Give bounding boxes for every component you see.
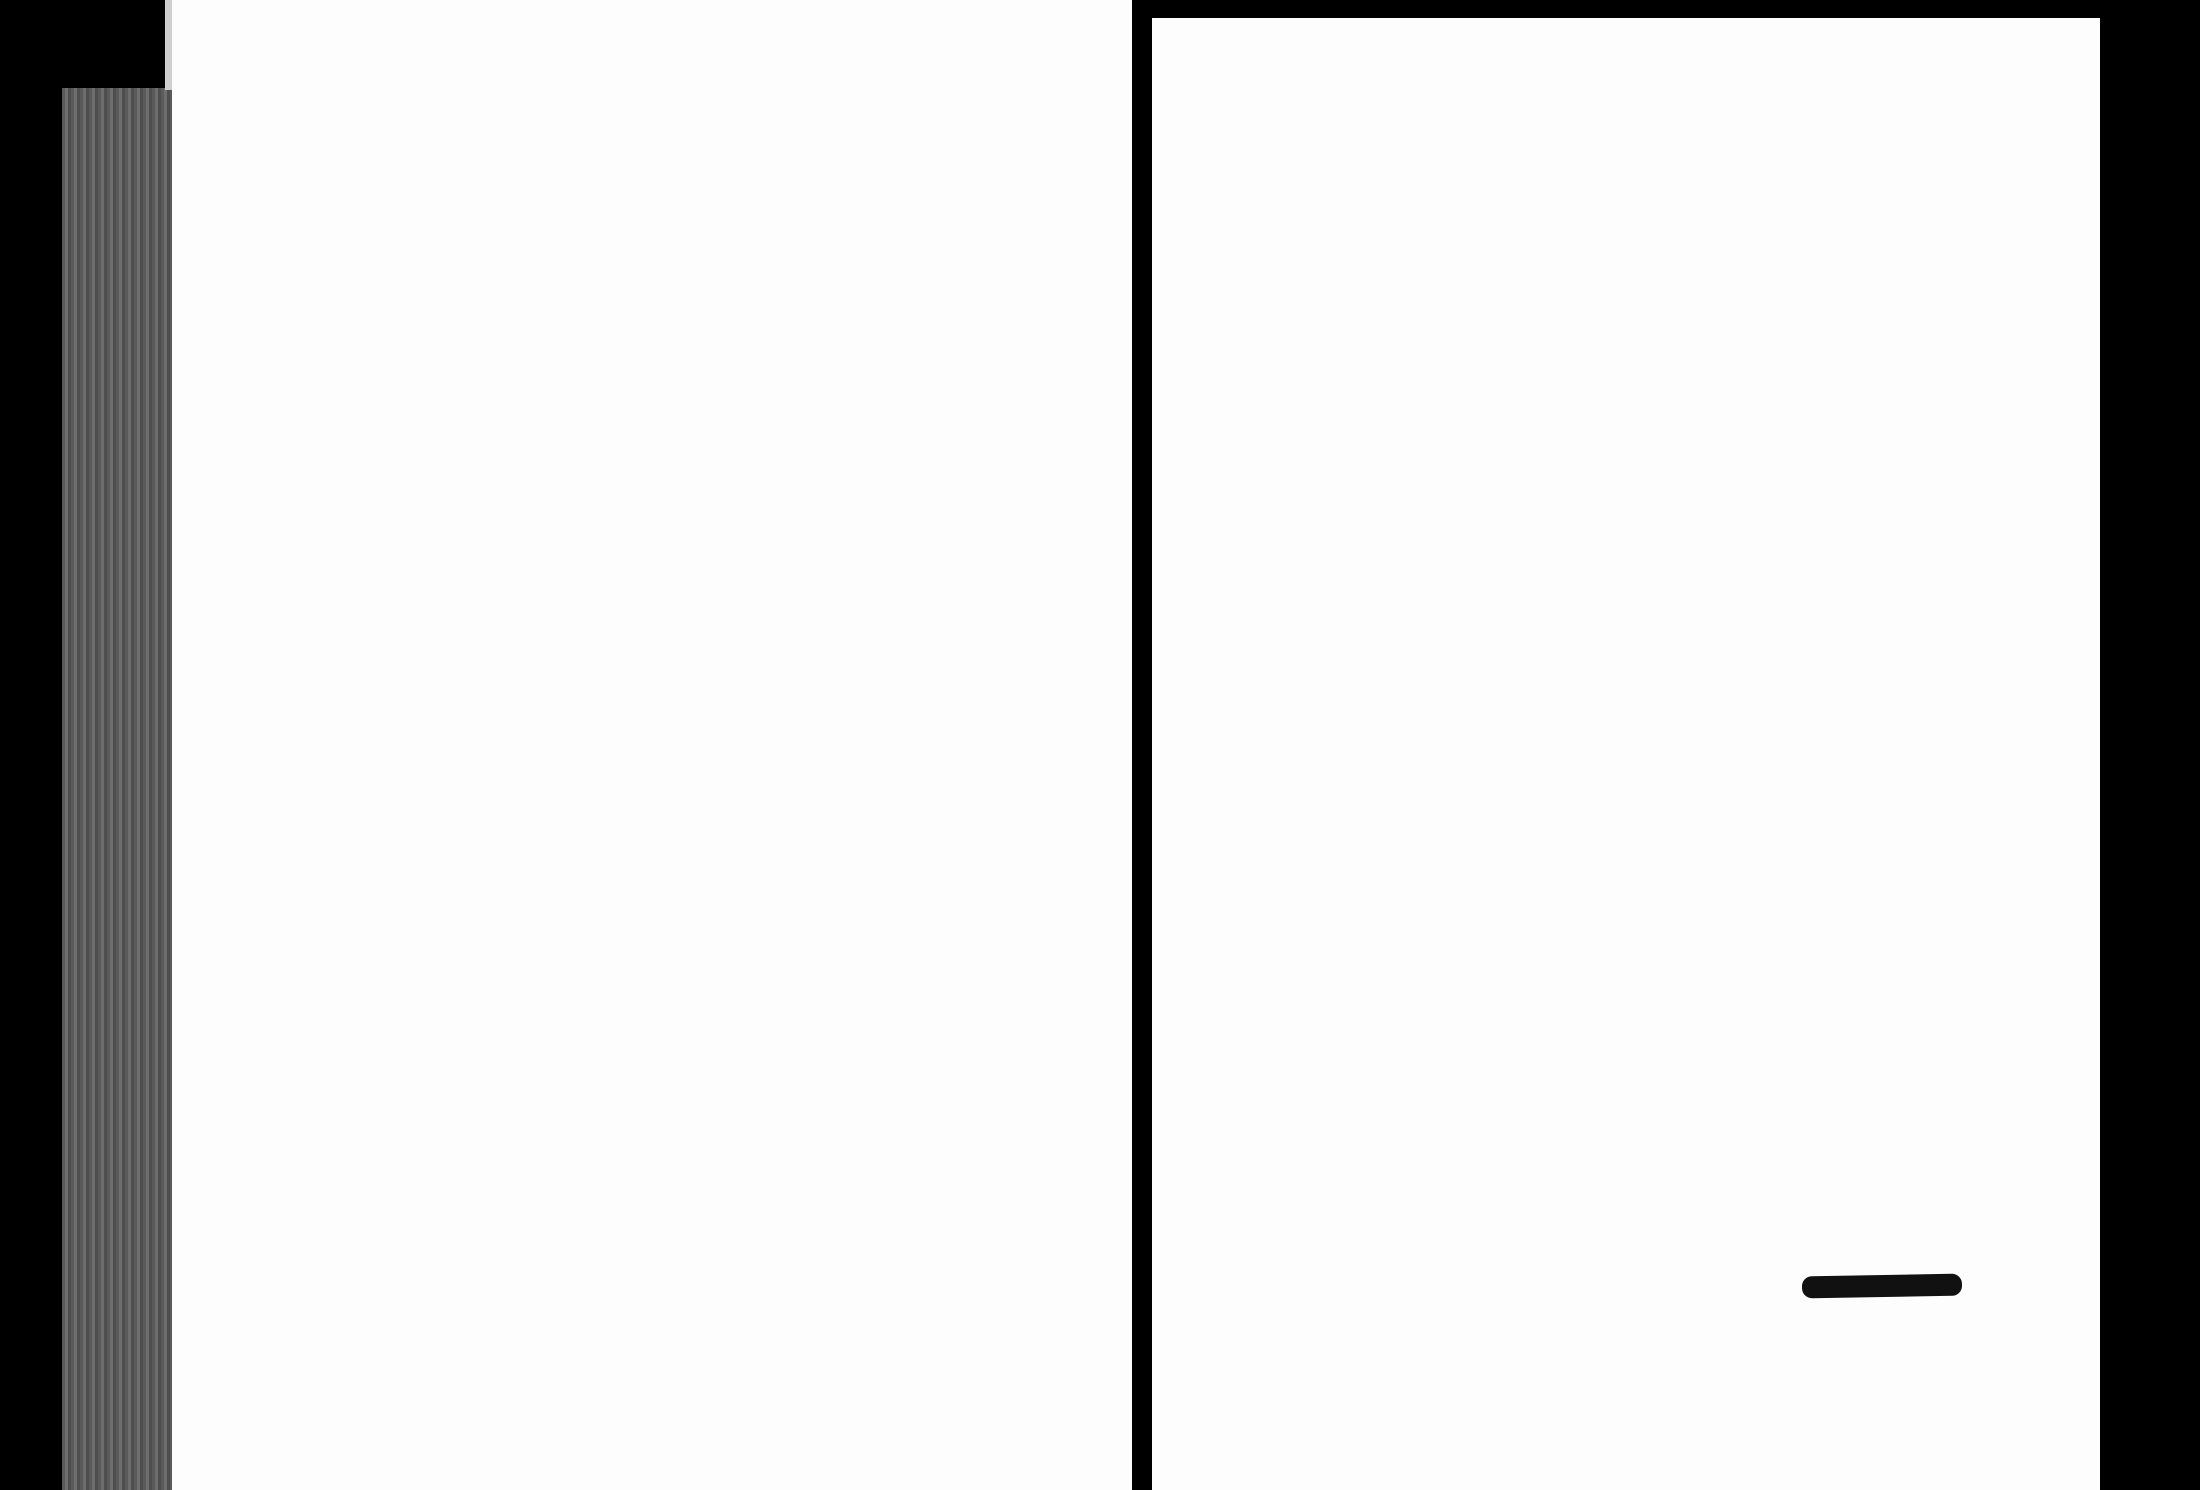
right-page <box>1152 18 2100 1490</box>
ink-smudge <box>1802 1274 1962 1299</box>
right-page-ruling <box>1152 18 2100 1490</box>
left-page-ruling <box>172 0 1132 1490</box>
left-page <box>172 0 1132 1490</box>
book-spine <box>62 88 190 1490</box>
